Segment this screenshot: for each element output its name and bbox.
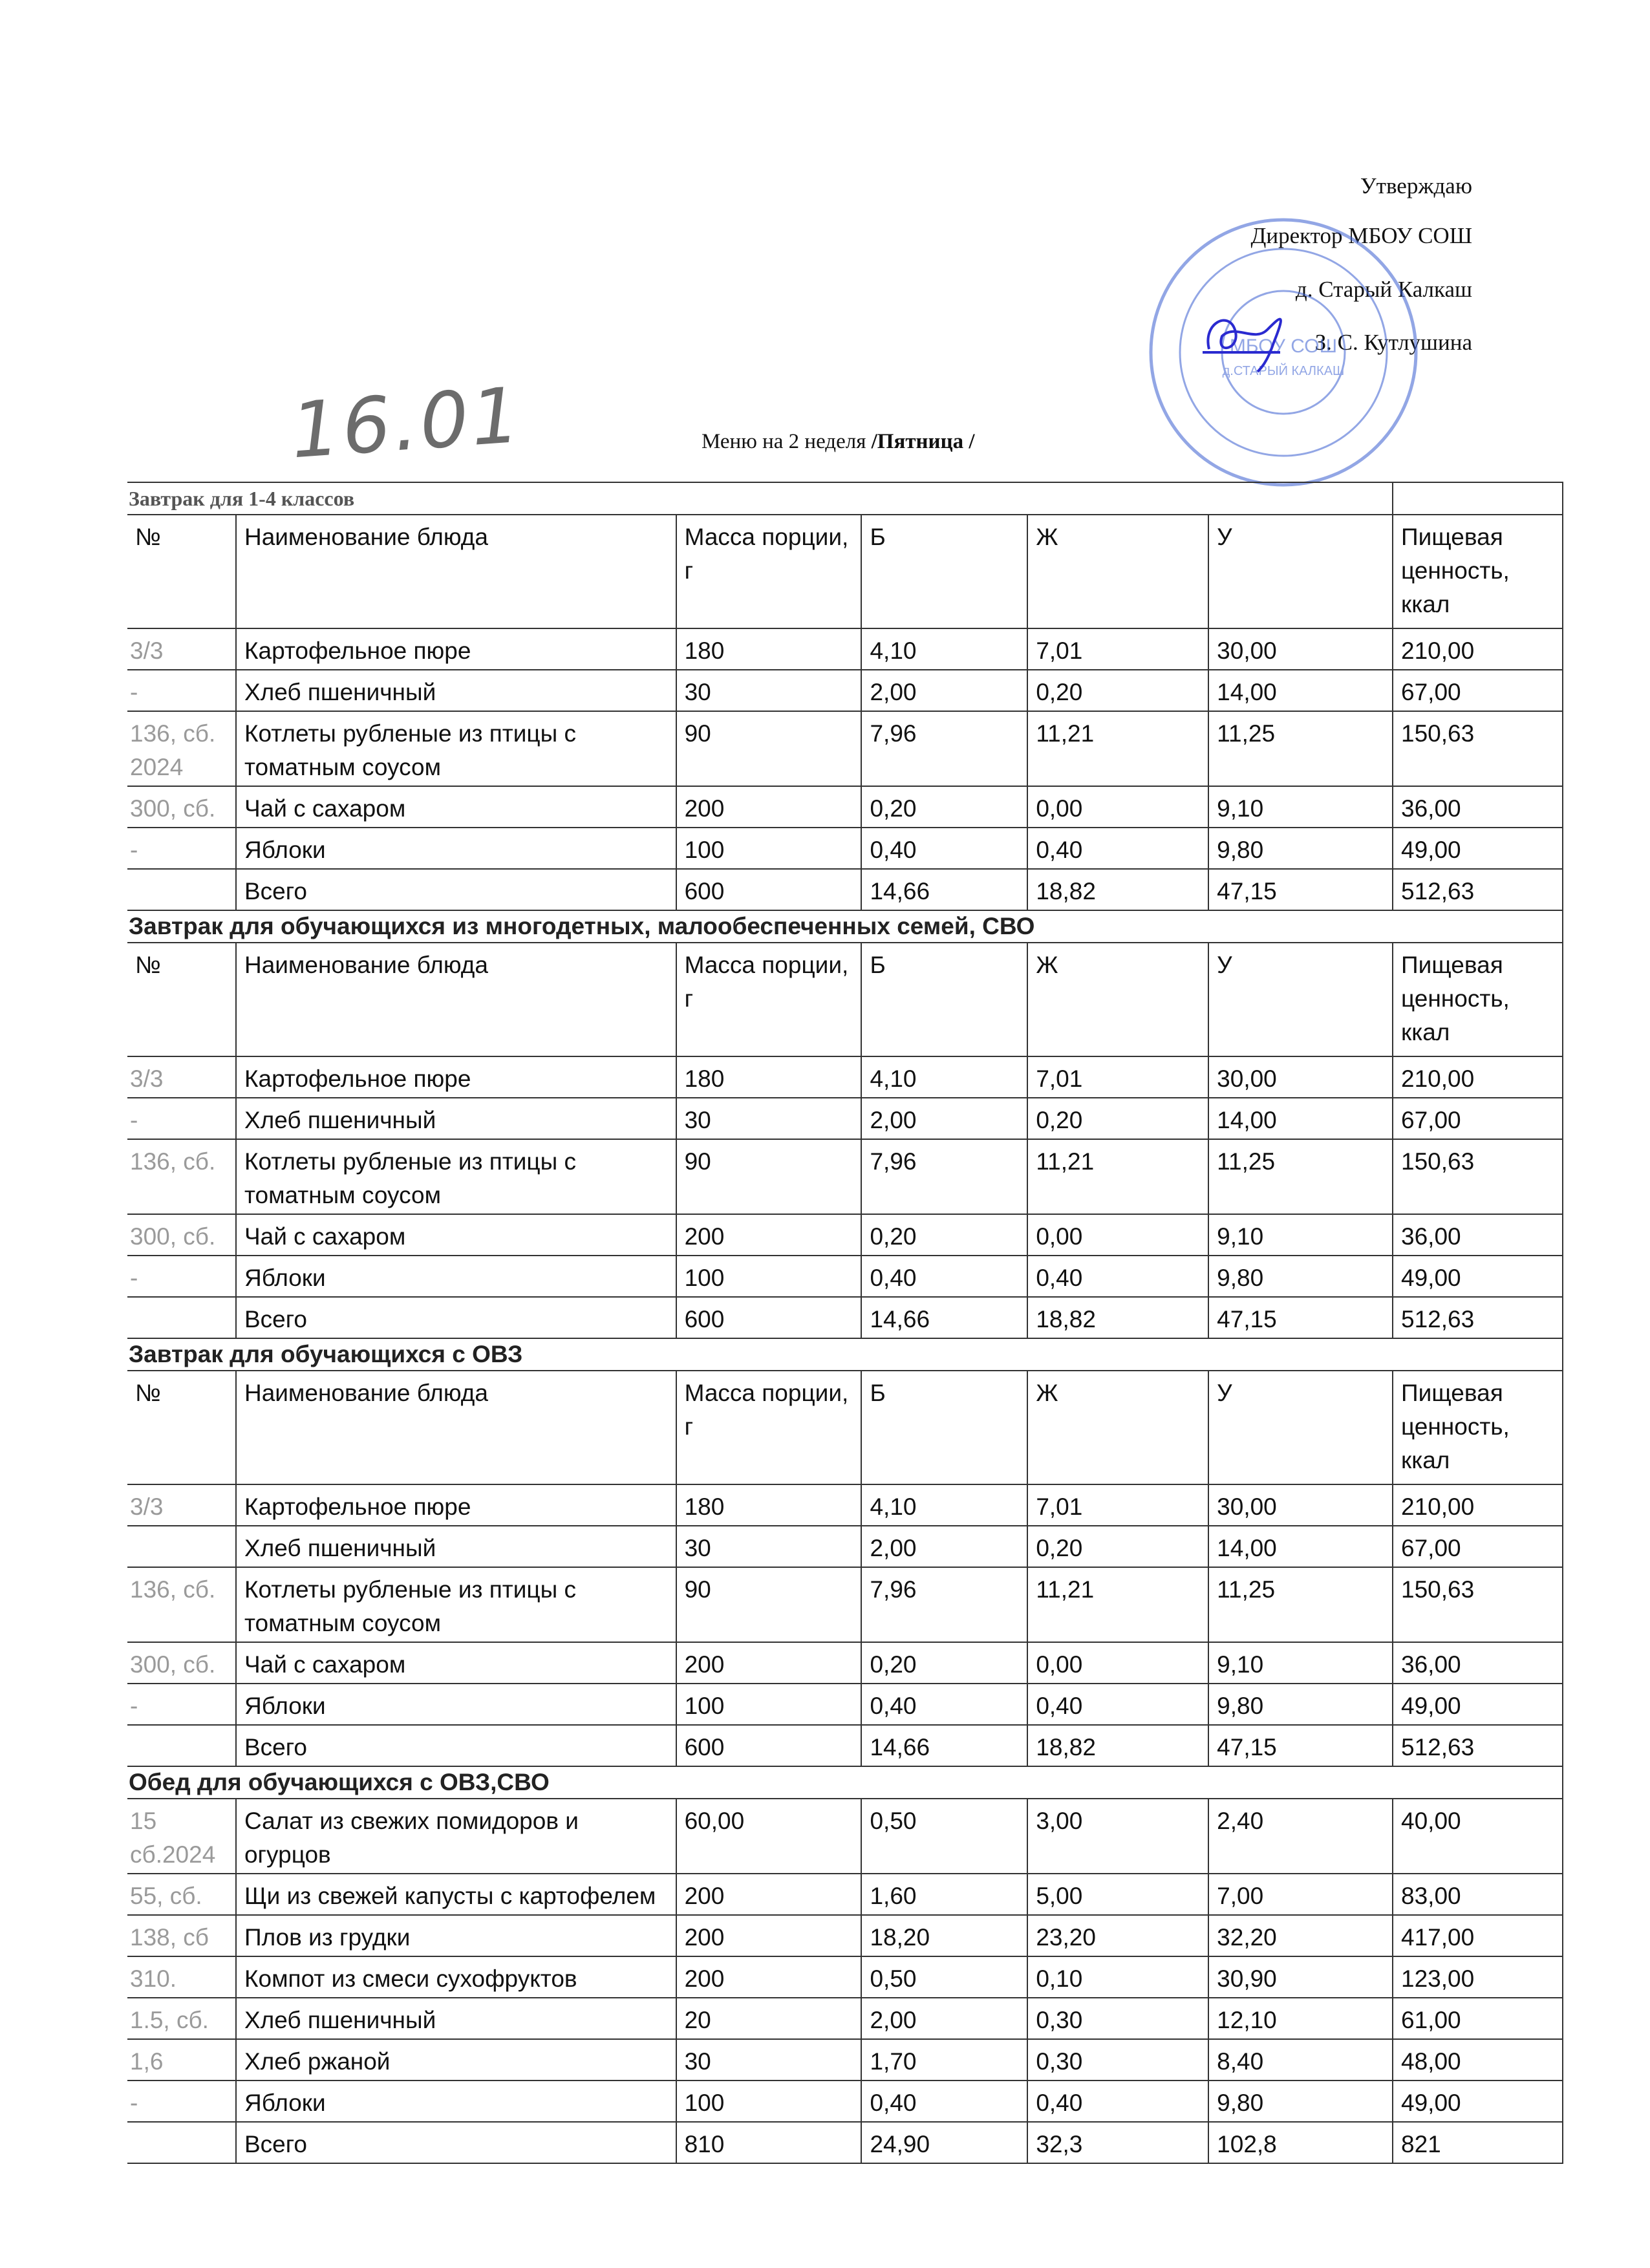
cell-carbs: 9,80 <box>1208 2081 1393 2122</box>
cell-fats: 7,01 <box>1027 1056 1208 1098</box>
cell-dish-name: Всего <box>236 1725 676 1766</box>
header-code: № <box>127 515 236 628</box>
cell-code: 136, сб. <box>127 1567 236 1642</box>
header-proteins: Б <box>861 943 1027 1056</box>
cell-fats: 5,00 <box>1027 1874 1208 1915</box>
cell-portion-mass: 200 <box>676 1915 862 1956</box>
cell-code: - <box>127 1684 236 1725</box>
header-portion-mass: Масса порции, г <box>676 1371 862 1484</box>
cell-code: - <box>127 1256 236 1297</box>
table-row <box>127 828 1563 869</box>
cell-fats: 0,40 <box>1027 1684 1208 1725</box>
cell-portion-mass: 60,00 <box>676 1799 862 1874</box>
cell-portion-mass: 90 <box>676 711 862 786</box>
cell-dish-name: Картофельное пюре <box>236 1056 676 1098</box>
cell-carbs: 30,00 <box>1208 1056 1393 1098</box>
cell-dish-name: Котлеты рубленые из птицы с томатным соусом <box>236 1567 676 1642</box>
total-row <box>127 869 1563 910</box>
cell-proteins: 1,70 <box>861 2039 1027 2081</box>
approval-village: д. Старый Калкаш <box>1295 277 1472 302</box>
header-portion-mass: Масса порции, г <box>676 515 862 628</box>
cell-fats: 11,21 <box>1027 1567 1208 1642</box>
cell-proteins: 0,40 <box>861 2081 1027 2122</box>
cell-portion-mass: 100 <box>676 1256 862 1297</box>
table-row <box>127 1642 1563 1684</box>
cell-portion-mass: 30 <box>676 2039 862 2081</box>
cell-carbs: 32,20 <box>1208 1915 1393 1956</box>
cell-portion-mass: 180 <box>676 1056 862 1098</box>
cell-portion-mass: 200 <box>676 1642 862 1684</box>
cell-energy-kcal: 150,63 <box>1393 1567 1563 1642</box>
cell-code: 310. <box>127 1956 236 1998</box>
table-row <box>127 670 1563 711</box>
cell-dish-name: Всего <box>236 869 676 910</box>
cell-code: 55, сб. <box>127 1874 236 1915</box>
cell-proteins: 0,40 <box>861 828 1027 869</box>
cell-dish-name: Хлеб пшеничный <box>236 1998 676 2039</box>
cell-energy-kcal: 40,00 <box>1393 1799 1563 1874</box>
cell-fats: 18,82 <box>1027 869 1208 910</box>
cell-code: - <box>127 1098 236 1139</box>
cell-portion-mass: 30 <box>676 670 862 711</box>
cell-code: 3/3 <box>127 1484 236 1526</box>
cell-dish-name: Картофельное пюре <box>236 628 676 670</box>
cell-carbs: 7,00 <box>1208 1874 1393 1915</box>
cell-fats: 0,20 <box>1027 670 1208 711</box>
cell-dish-name: Картофельное пюре <box>236 1484 676 1526</box>
cell-proteins: 4,10 <box>861 628 1027 670</box>
cell-dish-name: Яблоки <box>236 828 676 869</box>
cell-code: 136, сб. 2024 <box>127 711 236 786</box>
cell-energy-kcal: 210,00 <box>1393 1484 1563 1526</box>
cell-code: 300, сб. <box>127 1214 236 1256</box>
menu-title <box>702 430 975 454</box>
cell-dish-name: Компот из смеси сухофруктов <box>236 1956 676 1998</box>
cell-energy-kcal: 48,00 <box>1393 2039 1563 2081</box>
cell-carbs: 8,40 <box>1208 2039 1393 2081</box>
header-code: № <box>127 1371 236 1484</box>
cell-portion-mass: 600 <box>676 1297 862 1338</box>
menu-table <box>127 482 1563 2164</box>
cell-portion-mass: 200 <box>676 786 862 828</box>
total-row <box>127 1297 1563 1338</box>
table-row <box>127 711 1563 786</box>
cell-fats: 0,00 <box>1027 1642 1208 1684</box>
cell-energy-kcal: 67,00 <box>1393 1526 1563 1567</box>
cell-proteins: 18,20 <box>861 1915 1027 1956</box>
svg-text:МБОУ СОШ: МБОУ СОШ <box>1229 336 1338 357</box>
cell-portion-mass: 30 <box>676 1526 862 1567</box>
cell-proteins: 0,20 <box>861 1214 1027 1256</box>
cell-energy-kcal: 67,00 <box>1393 1098 1563 1139</box>
cell-code: 1,6 <box>127 2039 236 2081</box>
cell-portion-mass: 600 <box>676 869 862 910</box>
cell-dish-name: Чай с сахаром <box>236 1642 676 1684</box>
cell-code: - <box>127 670 236 711</box>
cell-dish-name: Всего <box>236 1297 676 1338</box>
header-energy-kcal: Пищевая ценность, ккал <box>1393 943 1563 1056</box>
table-row <box>127 2081 1563 2122</box>
cell-dish-name: Котлеты рубленые из птицы с томатным соусом <box>236 1139 676 1214</box>
cell-proteins: 2,00 <box>861 670 1027 711</box>
table-row <box>127 1998 1563 2039</box>
cell-carbs: 9,10 <box>1208 786 1393 828</box>
section-title-row <box>127 1766 1563 1799</box>
cell-proteins: 0,40 <box>861 1684 1027 1725</box>
cell-carbs: 14,00 <box>1208 1526 1393 1567</box>
cell-proteins: 0,50 <box>861 1956 1027 1998</box>
cell-energy-kcal: 36,00 <box>1393 786 1563 828</box>
cell-proteins: 1,60 <box>861 1874 1027 1915</box>
cell-proteins: 4,10 <box>861 1056 1027 1098</box>
cell-portion-mass: 600 <box>676 1725 862 1766</box>
cell-energy-kcal: 49,00 <box>1393 828 1563 869</box>
cell-fats: 11,21 <box>1027 1139 1208 1214</box>
cell-proteins: 2,00 <box>861 1998 1027 2039</box>
header-energy-kcal: Пищевая ценность, ккал <box>1393 1371 1563 1484</box>
cell-code: 3/3 <box>127 1056 236 1098</box>
cell-energy-kcal: 49,00 <box>1393 2081 1563 2122</box>
cell-carbs: 9,80 <box>1208 1684 1393 1725</box>
cell-proteins: 14,66 <box>861 869 1027 910</box>
cell-portion-mass: 100 <box>676 2081 862 2122</box>
cell-proteins: 0,20 <box>861 1642 1027 1684</box>
cell-carbs: 30,00 <box>1208 1484 1393 1526</box>
cell-fats: 7,01 <box>1027 628 1208 670</box>
header-energy-kcal: Пищевая ценность, ккал <box>1393 515 1563 628</box>
cell-energy-kcal: 210,00 <box>1393 1056 1563 1098</box>
cell-energy-kcal: 512,63 <box>1393 1725 1563 1766</box>
header-row <box>127 515 1563 628</box>
cell-carbs: 47,15 <box>1208 1725 1393 1766</box>
cell-code: - <box>127 828 236 869</box>
cell-portion-mass: 810 <box>676 2122 862 2163</box>
cell-portion-mass: 200 <box>676 1874 862 1915</box>
blank-cell <box>1393 482 1563 515</box>
header-carbs: У <box>1208 943 1393 1056</box>
cell-carbs: 9,80 <box>1208 1256 1393 1297</box>
cell-fats: 0,20 <box>1027 1098 1208 1139</box>
cell-proteins: 24,90 <box>861 2122 1027 2163</box>
table-row <box>127 1874 1563 1915</box>
cell-dish-name: Чай с сахаром <box>236 1214 676 1256</box>
cell-code <box>127 1725 236 1766</box>
cell-proteins: 0,20 <box>861 786 1027 828</box>
cell-carbs: 11,25 <box>1208 711 1393 786</box>
cell-fats: 0,30 <box>1027 2039 1208 2081</box>
cell-energy-kcal: 61,00 <box>1393 1998 1563 2039</box>
cell-energy-kcal: 49,00 <box>1393 1684 1563 1725</box>
cell-carbs: 30,00 <box>1208 628 1393 670</box>
cell-fats: 0,20 <box>1027 1526 1208 1567</box>
header-fats: Ж <box>1027 515 1208 628</box>
cell-carbs: 9,10 <box>1208 1642 1393 1684</box>
cell-dish-name: Котлеты рубленые из птицы с томатным соусом <box>236 711 676 786</box>
cell-code <box>127 2122 236 2163</box>
cell-energy-kcal: 512,63 <box>1393 1297 1563 1338</box>
total-row <box>127 1725 1563 1766</box>
cell-energy-kcal: 49,00 <box>1393 1256 1563 1297</box>
header-row <box>127 1371 1563 1484</box>
header-proteins: Б <box>861 515 1027 628</box>
cell-carbs: 30,90 <box>1208 1956 1393 1998</box>
cell-energy-kcal: 210,00 <box>1393 628 1563 670</box>
section-title-row <box>127 482 1563 515</box>
title-day: /Пятница / <box>871 430 975 453</box>
cell-carbs: 102,8 <box>1208 2122 1393 2163</box>
cell-fats: 0,40 <box>1027 828 1208 869</box>
cell-proteins: 2,00 <box>861 1526 1027 1567</box>
section-title-row <box>127 1338 1563 1371</box>
section-title: Завтрак для обучающихся с ОВЗ <box>127 1338 1563 1371</box>
cell-code: - <box>127 2081 236 2122</box>
cell-carbs: 47,15 <box>1208 869 1393 910</box>
cell-energy-kcal: 67,00 <box>1393 670 1563 711</box>
cell-fats: 23,20 <box>1027 1915 1208 1956</box>
cell-code: 3/3 <box>127 628 236 670</box>
header-row <box>127 943 1563 1056</box>
header-portion-mass: Масса порции, г <box>676 943 862 1056</box>
cell-carbs: 14,00 <box>1208 1098 1393 1139</box>
cell-portion-mass: 180 <box>676 628 862 670</box>
cell-portion-mass: 100 <box>676 828 862 869</box>
table-row <box>127 1567 1563 1642</box>
cell-proteins: 7,96 <box>861 1567 1027 1642</box>
cell-code <box>127 869 236 910</box>
cell-code: 136, сб. <box>127 1139 236 1214</box>
table-row <box>127 1214 1563 1256</box>
table-row <box>127 1684 1563 1725</box>
cell-carbs: 14,00 <box>1208 670 1393 711</box>
section-title: Завтрак для 1-4 классов <box>127 482 1393 515</box>
cell-code: 1.5, сб. <box>127 1998 236 2039</box>
cell-fats: 18,82 <box>1027 1725 1208 1766</box>
cell-fats: 0,30 <box>1027 1998 1208 2039</box>
table-row <box>127 1526 1563 1567</box>
header-dish-name: Наименование блюда <box>236 943 676 1056</box>
cell-portion-mass: 90 <box>676 1567 862 1642</box>
cell-dish-name: Хлеб пшеничный <box>236 670 676 711</box>
section-title: Завтрак для обучающихся из многодетных, малообеспеченных семей, СВО <box>127 910 1563 943</box>
cell-dish-name: Яблоки <box>236 1684 676 1725</box>
table-row <box>127 1956 1563 1998</box>
cell-energy-kcal: 36,00 <box>1393 1642 1563 1684</box>
cell-carbs: 11,25 <box>1208 1567 1393 1642</box>
total-row <box>127 2122 1563 2163</box>
table-row <box>127 786 1563 828</box>
cell-fats: 0,40 <box>1027 1256 1208 1297</box>
header-fats: Ж <box>1027 1371 1208 1484</box>
table-row <box>127 1139 1563 1214</box>
header-dish-name: Наименование блюда <box>236 515 676 628</box>
svg-text:д.СТАРЫЙ КАЛКАШ: д.СТАРЫЙ КАЛКАШ <box>1222 364 1345 378</box>
title-prefix: Меню на 2 неделя <box>702 430 872 453</box>
cell-code <box>127 1526 236 1567</box>
header-dish-name: Наименование блюда <box>236 1371 676 1484</box>
cell-energy-kcal: 150,63 <box>1393 711 1563 786</box>
cell-proteins: 0,40 <box>861 1256 1027 1297</box>
cell-code: 300, сб. <box>127 1642 236 1684</box>
cell-carbs: 11,25 <box>1208 1139 1393 1214</box>
cell-dish-name: Чай с сахаром <box>236 786 676 828</box>
table-row <box>127 1484 1563 1526</box>
cell-dish-name: Яблоки <box>236 1256 676 1297</box>
cell-fats: 7,01 <box>1027 1484 1208 1526</box>
cell-fats: 3,00 <box>1027 1799 1208 1874</box>
cell-carbs: 2,40 <box>1208 1799 1393 1874</box>
table-row <box>127 1915 1563 1956</box>
cell-energy-kcal: 150,63 <box>1393 1139 1563 1214</box>
cell-code: 300, сб. <box>127 786 236 828</box>
approval-approve: Утверждаю <box>1360 173 1472 198</box>
approval-name: З. С. Кутлушина <box>1314 330 1472 355</box>
cell-portion-mass: 100 <box>676 1684 862 1725</box>
cell-dish-name: Хлеб пшеничный <box>236 1098 676 1139</box>
cell-fats: 18,82 <box>1027 1297 1208 1338</box>
cell-carbs: 12,10 <box>1208 1998 1393 2039</box>
cell-fats: 0,00 <box>1027 1214 1208 1256</box>
cell-energy-kcal: 821 <box>1393 2122 1563 2163</box>
cell-dish-name: Салат из свежих помидоров и огурцов <box>236 1799 676 1874</box>
cell-proteins: 7,96 <box>861 711 1027 786</box>
header-carbs: У <box>1208 1371 1393 1484</box>
cell-proteins: 4,10 <box>861 1484 1027 1526</box>
cell-fats: 0,00 <box>1027 786 1208 828</box>
header-carbs: У <box>1208 515 1393 628</box>
cell-proteins: 14,66 <box>861 1725 1027 1766</box>
table-row <box>127 628 1563 670</box>
table-row <box>127 2039 1563 2081</box>
handwritten-date: 16.01 <box>288 370 526 476</box>
cell-proteins: 0,50 <box>861 1799 1027 1874</box>
cell-code: 138, сб <box>127 1915 236 1956</box>
cell-proteins: 2,00 <box>861 1098 1027 1139</box>
header-code: № <box>127 943 236 1056</box>
cell-fats: 32,3 <box>1027 2122 1208 2163</box>
table-row <box>127 1256 1563 1297</box>
cell-portion-mass: 180 <box>676 1484 862 1526</box>
table-row <box>127 1098 1563 1139</box>
cell-proteins: 14,66 <box>861 1297 1027 1338</box>
cell-energy-kcal: 417,00 <box>1393 1915 1563 1956</box>
signature <box>1196 304 1306 375</box>
approval-position: Директор МБОУ СОШ <box>1250 223 1472 248</box>
table-row <box>127 1799 1563 1874</box>
cell-energy-kcal: 83,00 <box>1393 1874 1563 1915</box>
cell-dish-name: Хлеб пшеничный <box>236 1526 676 1567</box>
header-fats: Ж <box>1027 943 1208 1056</box>
section-title: Обед для обучающихся с ОВЗ,СВО <box>127 1766 1563 1799</box>
cell-proteins: 7,96 <box>861 1139 1027 1214</box>
cell-fats: 0,40 <box>1027 2081 1208 2122</box>
cell-code: 15 сб.2024 <box>127 1799 236 1874</box>
cell-fats: 11,21 <box>1027 711 1208 786</box>
cell-dish-name: Щи из свежей капусты с картофелем <box>236 1874 676 1915</box>
cell-carbs: 9,10 <box>1208 1214 1393 1256</box>
cell-portion-mass: 20 <box>676 1998 862 2039</box>
cell-portion-mass: 30 <box>676 1098 862 1139</box>
cell-portion-mass: 200 <box>676 1214 862 1256</box>
table-row <box>127 1056 1563 1098</box>
cell-dish-name: Хлеб ржаной <box>236 2039 676 2081</box>
cell-carbs: 47,15 <box>1208 1297 1393 1338</box>
cell-carbs: 9,80 <box>1208 828 1393 869</box>
cell-code <box>127 1297 236 1338</box>
section-title-row <box>127 910 1563 943</box>
cell-portion-mass: 200 <box>676 1956 862 1998</box>
cell-energy-kcal: 123,00 <box>1393 1956 1563 1998</box>
cell-dish-name: Плов из грудки <box>236 1915 676 1956</box>
cell-fats: 0,10 <box>1027 1956 1208 1998</box>
cell-energy-kcal: 512,63 <box>1393 869 1563 910</box>
cell-dish-name: Яблоки <box>236 2081 676 2122</box>
cell-energy-kcal: 36,00 <box>1393 1214 1563 1256</box>
cell-portion-mass: 90 <box>676 1139 862 1214</box>
header-proteins: Б <box>861 1371 1027 1484</box>
cell-dish-name: Всего <box>236 2122 676 2163</box>
